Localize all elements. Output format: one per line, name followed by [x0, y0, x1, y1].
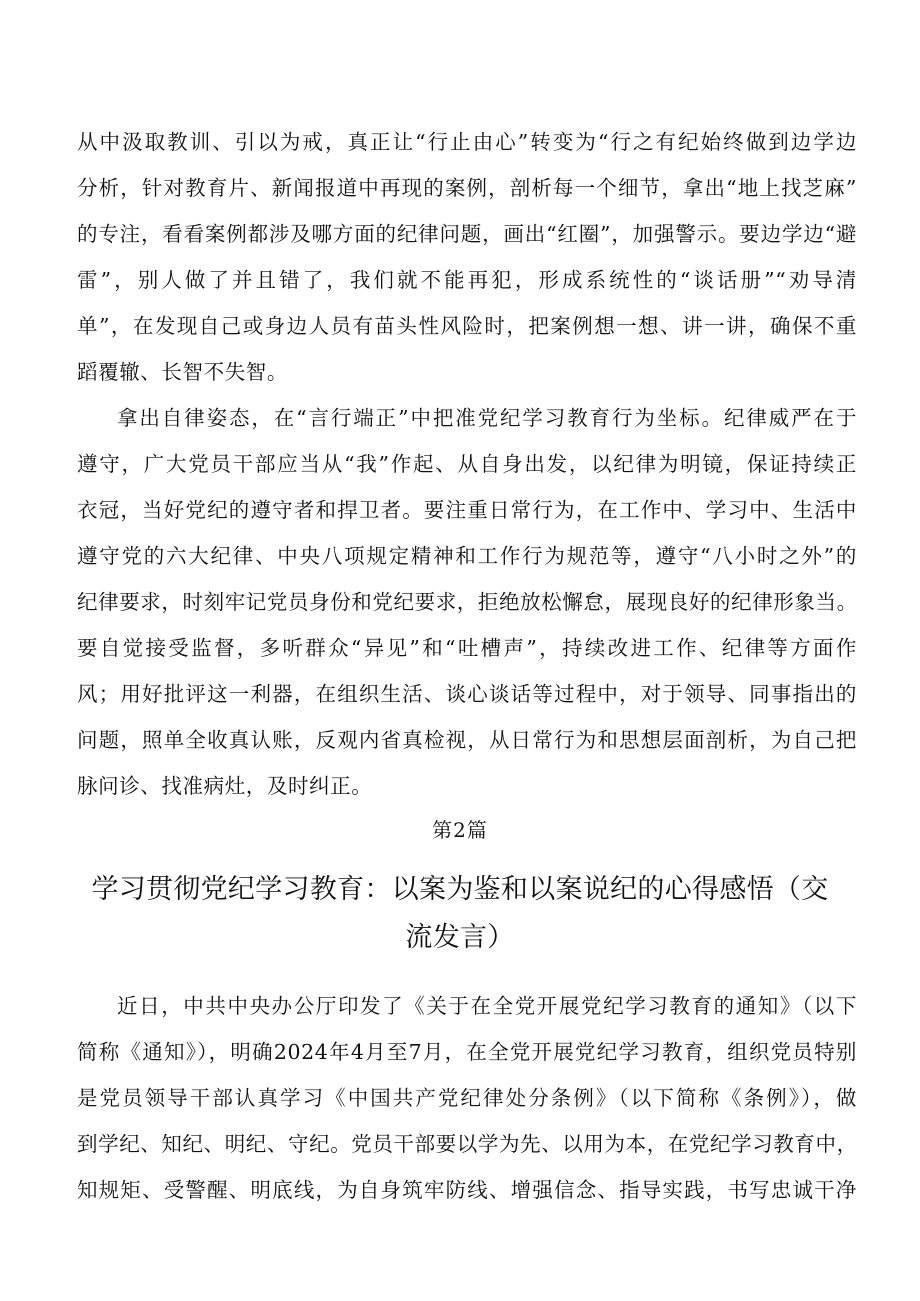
- paragraph-line: 遵守，广大党员干部应当从“我”作起、从自身出发，以纪律为明镜，保证持续正: [77, 452, 857, 476]
- paragraph-line: 衣冠，当好党纪的遵守者和捍卫者。要注重日常行为，在工作中、学习中、生活中: [77, 498, 857, 522]
- paragraph-line: 要自觉接受监督，多听群众“异见”和“吐槽声”，持续改进工作、纪律等方面作: [77, 636, 857, 660]
- paragraph-line: 到学纪、知纪、明纪、守纪。党员干部要以学为先、以用为本，在党纪学习教育中，: [77, 1132, 858, 1156]
- paragraph-line: 从中汲取教训、引以为戒，真正让“行止由心”转变为“行之有纪始终做到边学边: [77, 130, 857, 154]
- paragraph-line: 蹈覆辙、长智不失智。: [77, 360, 288, 384]
- article-title-line-1: 学习贯彻党纪学习教育：以案为鉴和以案说纪的心得感悟（交: [91, 874, 829, 905]
- paragraph-line: 分析，针对教育片、新闻报道中再现的案例，剖析每一个细节，拿出“地上找芝麻”: [77, 176, 857, 200]
- paragraph-line: 是党员领导干部认真学习《中国共产党纪律处分条例》（以下简称《条例》），做: [77, 1086, 857, 1110]
- paragraph-line: 近日，中共中央办公厅印发了《关于在全党开展党纪学习教育的通知》（以下: [117, 994, 857, 1018]
- section-marker: 第2篇: [432, 818, 488, 842]
- paragraph-line: 风；用好批评这一利器，在组织生活、谈心谈话等过程中，对于领导、同事指出的: [77, 682, 857, 706]
- paragraph-line: 单”，在发现自己或身边人员有苗头性风险时，把案例想一想、讲一讲，确保不重: [77, 314, 857, 338]
- paragraph-line: 的专注，看看案例都涉及哪方面的纪律问题，画出“红圈”，加强警示。要边学边“避: [77, 222, 857, 246]
- paragraph-line: 拿出自律姿态，在“言行端正”中把准党纪学习教育行为坐标。纪律威严在于: [117, 406, 857, 430]
- paragraph-line: 纪律要求，时刻牢记党员身份和党纪要求，拒绝放松懈怠，展现良好的纪律形象当。: [77, 590, 858, 614]
- paragraph-line: 遵守党的六大纪律、中央八项规定精神和工作行为规范等，遵守“八小时之外”的: [77, 544, 857, 568]
- paragraph-line: 雷”，别人做了并且错了，我们就不能再犯，形成系统性的“谈话册”“劝导清: [77, 268, 857, 292]
- article-title-line-2: 流发言）: [405, 922, 515, 953]
- paragraph-line: 知规矩、受警醒、明底线，为自身筑牢防线、增强信念、指导实践，书写忠诚干净: [77, 1178, 857, 1202]
- paragraph-line: 脉问诊、找准病灶，及时纠正。: [77, 774, 373, 798]
- paragraph-line: 简称《通知》），明确2024年4月至7月，在全党开展党纪学习教育，组织党员特别: [77, 1040, 857, 1064]
- paragraph-line: 问题，照单全收真认账，反观内省真检视，从日常行为和思想层面剖析，为自己把: [77, 728, 857, 752]
